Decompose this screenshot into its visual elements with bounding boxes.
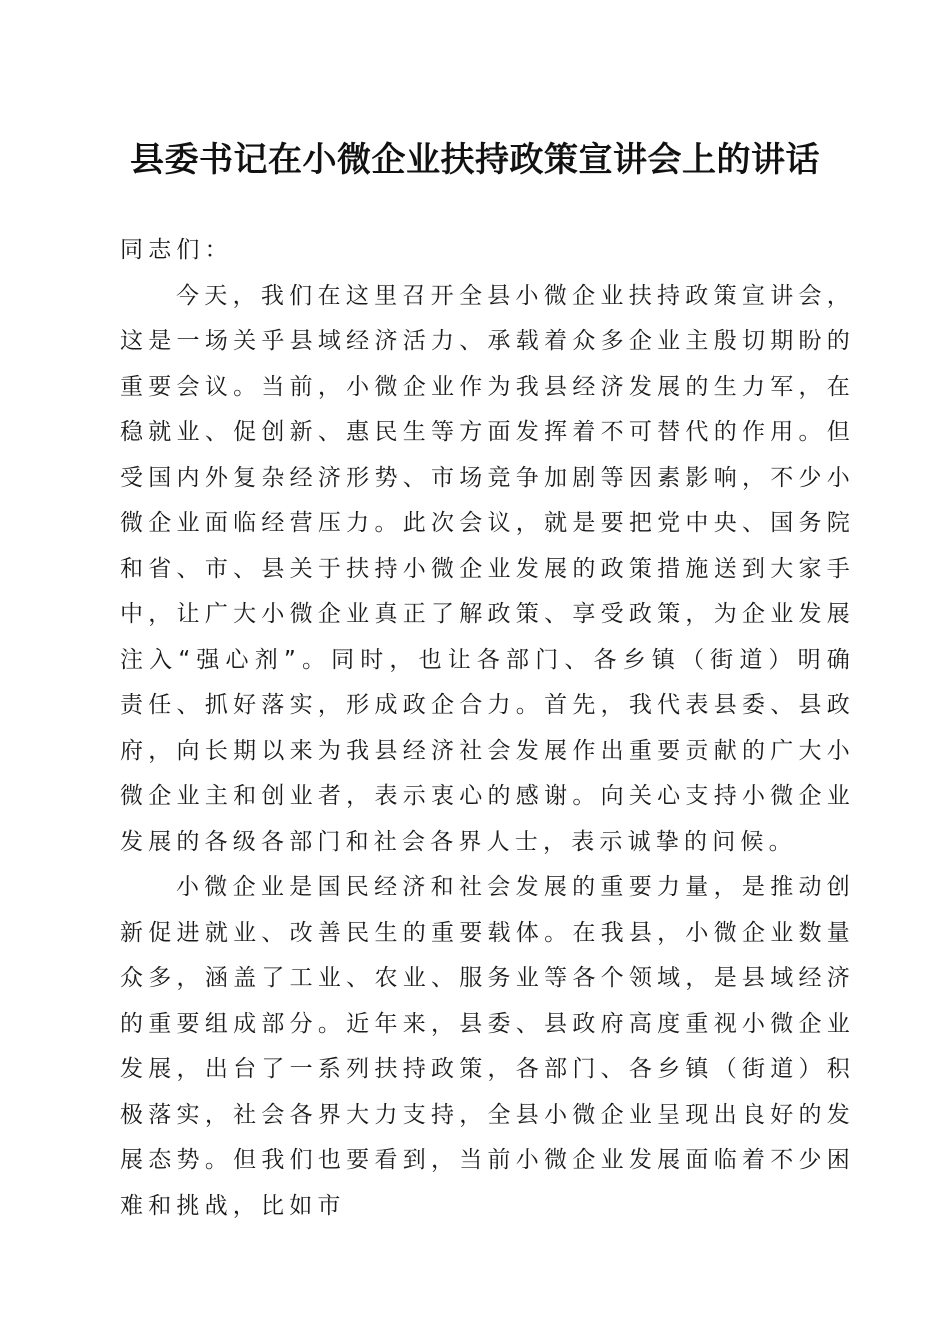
document-body bbox=[120, 228, 855, 1229]
paragraph-2: 小微企业是国民经济和社会发展的重要力量，是推动创新促进就业、改善民生的重要载体。在我县，小微企业数量众多，涵盖了工业、农业、服务业等各个领域，是县域经济的重要组成部分。近年来，县委、县政府高度重视小微企业发展，出台了一系列扶持政策，各部门、各乡镇（街道）积极落实，社会各界大力支持，全县小微企业呈现出良好的发展态势。但我们也要看到，当前小微企业发展面临着不少困难和挑战，比如市 bbox=[120, 874, 855, 1219]
salutation: 同志们： bbox=[120, 237, 233, 263]
paragraph-1: 今天，我们在这里召开全县小微企业扶持政策宣讲会，这是一场关乎县域经济活力、承载着众多企业主殷切期盼的重要会议。当前，小微企业作为我县经济发展的生力军，在稳就业、促创新、惠民生等方面发挥着不可替代的作用。但受国内外复杂经济形势、市场竞争加剧等因素影响，不少小微企业面临经营压力。此次会议，就是要把党中央、国务院和省、市、县关于扶持小微企业发展的政策措施送到大家手中，让广大小微企业真正了解政策、享受政策，为企业发展注入“强心剂”。同时，也让各部门、各乡镇（街道）明确责任、抓好落实，形成政企合力。首先，我代表县委、县政府，向长期以来为我县经济社会发展作出重要贡献的广大小微企业主和创业者，表示衷心的感谢。向关心支持小微企业发展的各级各部门和社会各界人士，表示诚挚的问候。 bbox=[120, 282, 855, 855]
document-title: 县委书记在小微企业扶持政策宣讲会上的讲话 bbox=[130, 140, 820, 180]
